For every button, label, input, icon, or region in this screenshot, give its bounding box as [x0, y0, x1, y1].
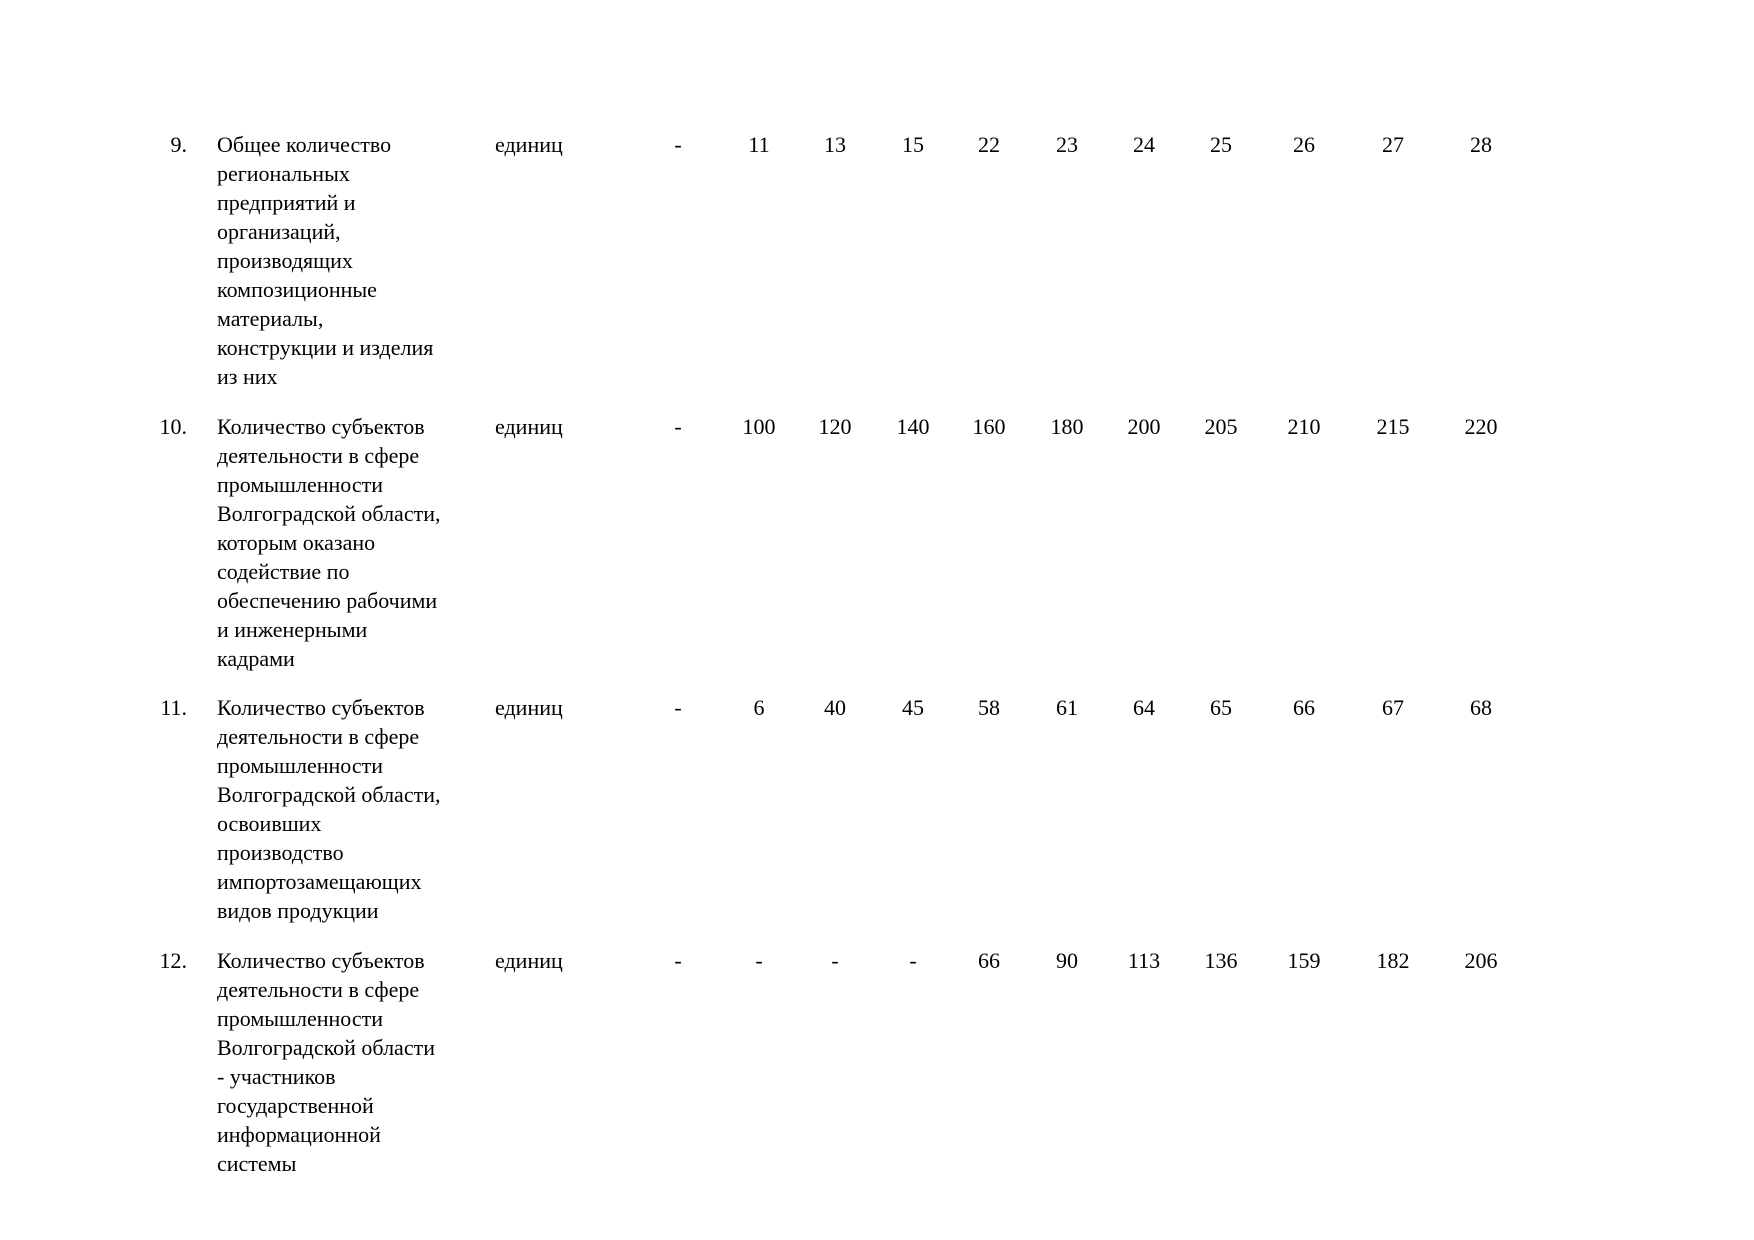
value-cell: 68 — [1470, 695, 1492, 720]
value-cell: - — [909, 948, 917, 973]
value-cell: 182 — [1376, 948, 1410, 973]
unit-cell: единиц — [495, 414, 563, 439]
value-cell: 140 — [896, 414, 930, 439]
value-cell: 160 — [972, 414, 1006, 439]
value-cell: 180 — [1050, 414, 1084, 439]
value-cell: 100 — [742, 414, 776, 439]
value-cell: 11 — [748, 132, 770, 157]
value-cell: 66 — [1293, 695, 1315, 720]
value-cell: 220 — [1464, 414, 1498, 439]
value-cell: 6 — [753, 695, 765, 720]
row-number: 10. — [159, 414, 187, 439]
value-cell: - — [674, 414, 682, 439]
value-cell: 120 — [818, 414, 852, 439]
value-cell: 23 — [1056, 132, 1078, 157]
value-cell: 113 — [1127, 948, 1161, 973]
value-cell: - — [674, 948, 682, 973]
unit-cell: единиц — [495, 132, 563, 157]
row-number: 9. — [170, 132, 187, 157]
value-cell: 61 — [1056, 695, 1078, 720]
indicator-description: Общее количество региональных предприятий и организаций, производящих композиционные материалы, конструкции и изделия из них — [217, 132, 434, 389]
value-cell: 28 — [1470, 132, 1492, 157]
value-cell: - — [674, 695, 682, 720]
indicator-description: Количество субъектов деятельности в сфере промышленности Волгоградской области, которым оказано содействие по обеспечению рабочими и инженерными кадрами — [217, 414, 441, 671]
value-cell: 13 — [824, 132, 846, 157]
value-cell: 26 — [1293, 132, 1315, 157]
value-cell: 67 — [1382, 695, 1404, 720]
value-cell: 45 — [902, 695, 924, 720]
value-cell: 159 — [1287, 948, 1321, 973]
value-cell: 200 — [1127, 414, 1161, 439]
value-cell: 210 — [1287, 414, 1321, 439]
value-cell: 65 — [1210, 695, 1232, 720]
value-cell: 58 — [978, 695, 1000, 720]
value-cell: 66 — [978, 948, 1000, 973]
value-cell: - — [755, 948, 763, 973]
value-cell: 206 — [1464, 948, 1498, 973]
unit-cell: единиц — [495, 695, 563, 720]
indicator-description: Количество субъектов деятельности в сфере промышленности Волгоградской области, освоивших производство импортозамещающих видов продукции — [217, 695, 441, 923]
value-cell: 205 — [1204, 414, 1238, 439]
value-cell: 64 — [1133, 695, 1155, 720]
value-cell: 136 — [1204, 948, 1238, 973]
row-number: 12. — [159, 948, 187, 973]
value-cell: 15 — [902, 132, 924, 157]
indicator-description: Количество субъектов деятельности в сфере промышленности Волгоградской области - участников государственной информационной системы — [217, 948, 435, 1176]
value-cell: 27 — [1382, 132, 1404, 157]
row-number: 11. — [160, 695, 187, 720]
value-cell: 90 — [1056, 948, 1078, 973]
value-cell: 40 — [824, 695, 846, 720]
unit-cell: единиц — [495, 948, 563, 973]
value-cell: 24 — [1133, 132, 1155, 157]
value-cell: 25 — [1210, 132, 1232, 157]
value-cell: - — [831, 948, 839, 973]
value-cell: 22 — [978, 132, 1000, 157]
value-cell: 215 — [1376, 414, 1410, 439]
value-cell: - — [674, 132, 682, 157]
